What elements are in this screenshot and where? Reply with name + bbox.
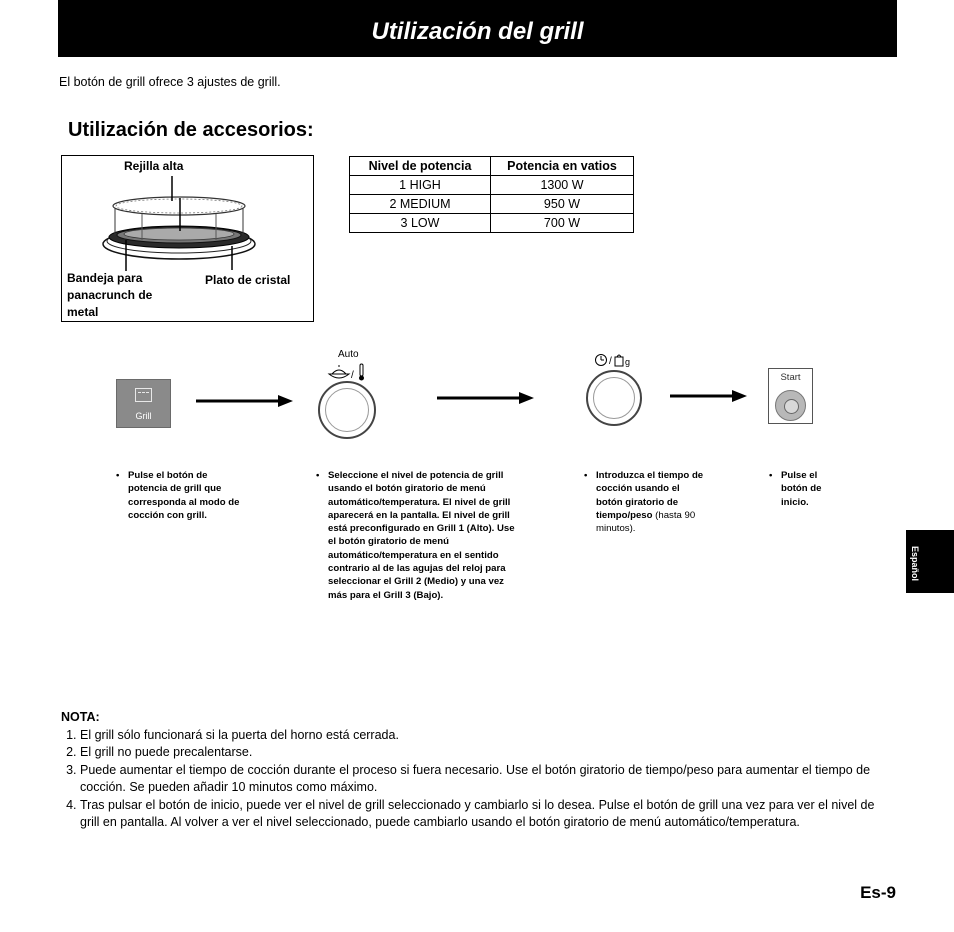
power-table	[349, 156, 634, 233]
svg-text:g: g	[625, 357, 631, 367]
title-bar	[58, 0, 897, 57]
glass-plate-label: Plato de cristal	[205, 273, 291, 287]
svg-text:/: /	[609, 356, 612, 367]
notes-section	[61, 709, 896, 832]
table-cell: 3 LOW	[350, 214, 491, 233]
table-header-row	[350, 157, 634, 176]
svg-text:/: /	[351, 370, 354, 381]
step-3: • Introduzca el tiempo de cocción usando el botón giratorio de tiempo/peso (hasta 90 minutos).	[584, 470, 704, 535]
table-row	[350, 195, 634, 214]
column-header: Nivel de potencia	[350, 157, 491, 176]
start-label: Start	[780, 372, 801, 383]
grill-button[interactable]	[116, 379, 171, 428]
list-item: 3. Puede aumentar el tiempo de cocción durante el proceso si fuera necesario. Use el botón giratorio de tiempo/peso para aumentar el tiempo de cocción. Se pueden añadir 10 minutos como máximo.	[80, 762, 896, 797]
section-title: Utilización de accesorios:	[68, 119, 314, 141]
table-row	[350, 214, 634, 233]
table-cell: 950 W	[491, 195, 634, 214]
list-item: 2. El grill no puede precalentarse.	[80, 744, 896, 762]
intro-text: El botón de grill ofrece 3 ajustes de grill.	[59, 75, 281, 89]
column-header: Potencia en vatios	[491, 157, 634, 176]
time-weight-dial[interactable]	[586, 370, 642, 426]
accessories-figure	[61, 155, 314, 322]
start-button[interactable]	[775, 390, 806, 421]
language-tab	[906, 530, 954, 593]
metal-tray-label: Bandeja para panacrunch de metal	[67, 271, 153, 319]
table-cell: 1300 W	[491, 176, 634, 195]
notes-list	[61, 727, 896, 832]
rack-label: Rejilla alta	[124, 159, 184, 173]
grill-button-label: Grill	[135, 411, 152, 421]
grill-icon	[135, 388, 152, 402]
notes-title: NOTA:	[61, 710, 100, 724]
page-number: Es-9	[860, 883, 896, 902]
step-2: • Seleccione el nivel de potencia de grill usando el botón giratorio de menú automático/temperatura. El nivel de grill aparecerá en la pantalla. El nivel de grill está preconfigurado en Grill 1 (Alto). Use el botón giratorio de menú automático/temperatura en el sentido contrario al de las agujas del reloj para seleccionar el Grill 2 (Medio) y una vez más para el Grill 3 (Bajo).	[316, 470, 515, 601]
arrow-icon	[437, 391, 535, 405]
clock-weight-icon	[594, 352, 636, 368]
start-button-panel	[768, 368, 813, 424]
auto-label: Auto	[338, 349, 359, 360]
arrow-icon	[670, 389, 748, 403]
step-1: • Pulse el botón de potencia de grill que corresponda al modo de cocción con grill.	[116, 470, 240, 521]
list-item: 4. Tras pulsar el botón de inicio, puede ver el nivel de grill seleccionado y cambiarlo si lo desea. Pulse el botón de grill una vez para ver el nivel de grill en pantalla. Al volver a ver el nivel seleccionado, puede cambiarlo usando el botón giratorio de menú automático/temperatura.	[80, 797, 896, 832]
page-title: Utilización del grill	[371, 18, 584, 45]
auto-temperature-dial[interactable]	[318, 381, 376, 439]
table-cell: 2 MEDIUM	[350, 195, 491, 214]
arrow-icon	[196, 394, 294, 408]
language-tab-label: Español	[910, 546, 920, 582]
step-4: • Pulse el botón de inicio.	[769, 470, 822, 508]
table-row	[350, 176, 634, 195]
list-item: 1. El grill sólo funcionará si la puerta del horno está cerrada.	[80, 727, 896, 745]
table-cell: 1 HIGH	[350, 176, 491, 195]
table-cell: 700 W	[491, 214, 634, 233]
